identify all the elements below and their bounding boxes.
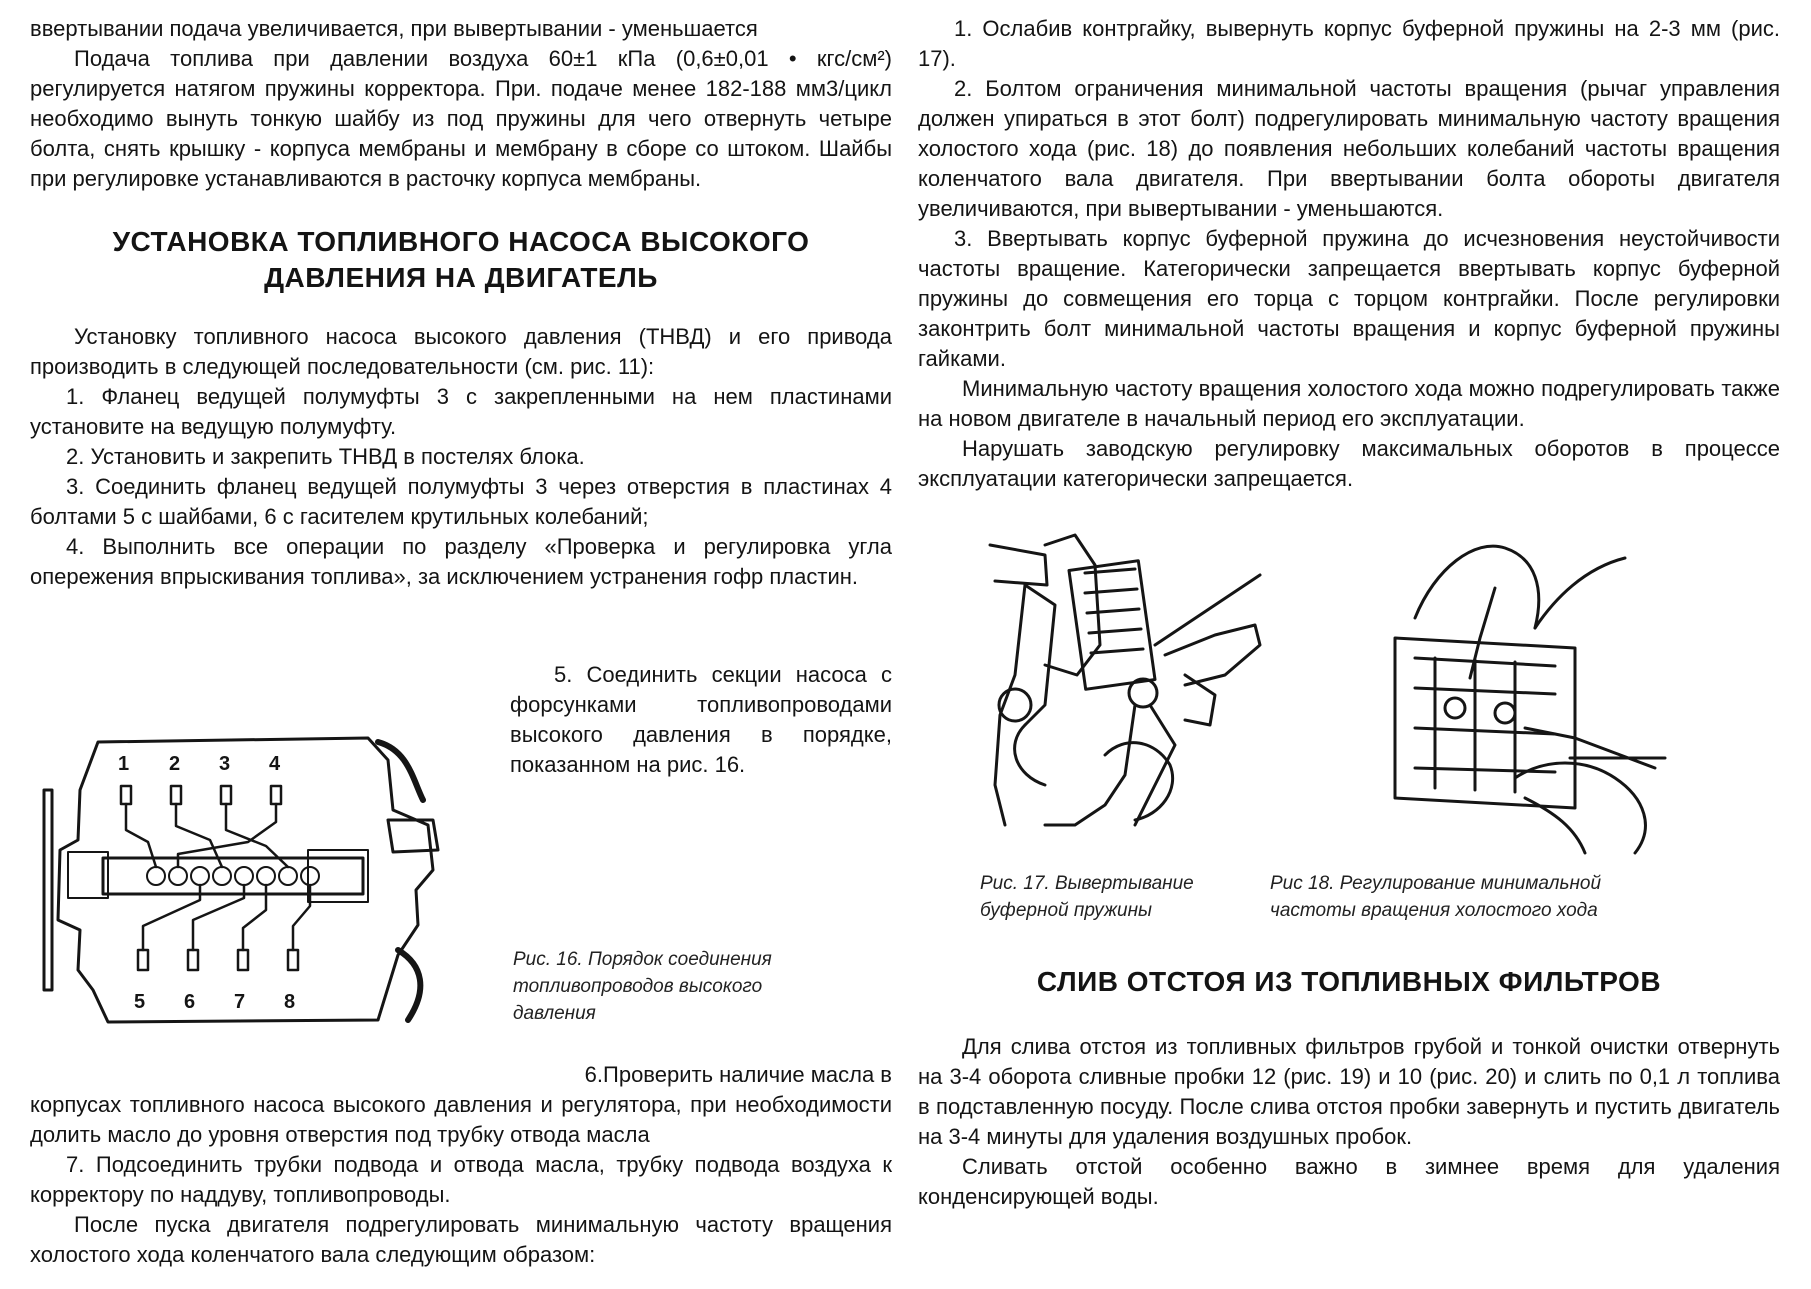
fig16-label-1: 1: [118, 753, 130, 775]
fig16-label-3: 3: [219, 753, 231, 775]
fig16-caption: Рис. 16. Порядок соединения топливопроводов высокого давления: [513, 949, 772, 1024]
right-lower-block: [918, 1032, 1780, 1212]
right-step-3: 3. Ввертывать корпус буферной пружина до исчезновения неустойчивости частоты вращение. Категорически запрещается ввертывать корпус буферной пружины до совмещения его торца с торцом контргайки. После регулировки законтрить болт минимальной частоты вращения и корпус буферной пружины гайками.: [918, 226, 1780, 371]
fig18-caption: Рис 18. Регулирование минимальной частоты вращения холостого хода: [1270, 873, 1602, 921]
fig16-label-8: 8: [284, 991, 296, 1013]
step-5-block: [510, 660, 892, 780]
section-heading-pump-installation: УСТАНОВКА ТОПЛИВНОГО НАСОСА ВЫСОКОГО ДАВЛЕНИЯ НА ДВИГАТЕЛЬ: [112, 226, 810, 293]
paragraph-drain-procedure: Для слива отстоя из топливных фильтров грубой и тонкой очистки отвернуть на 3-4 оборота сливные пробки 12 (рис. 19) и 10 (рис. 20) и слить по 0,1 л топлива в подставленную посуду. После слива отстоя пробки завернуть и пустить двигатель на 3-4 минуты для удаления воздушных пробок.: [918, 1034, 1780, 1149]
fig16-diagram: [38, 730, 478, 1040]
fig18-illustration: [1375, 528, 1675, 858]
right-step-1: 1. Ослабив контргайку, вывернуть корпус буферной пружины на 2-3 мм (рис. 17).: [918, 16, 1780, 71]
step-2: 2. Установить и закрепить ТНВД в постелях блока.: [66, 444, 585, 469]
fig17-illustration: [985, 525, 1265, 855]
fig17-caption: Рис. 17. Вывертывание буферной пружины: [980, 873, 1194, 921]
paragraph-feed-adjustment: Подача топлива при давлении воздуха 60±1 кПа (0,6±0,01 • кгс/см²) регулируется натягом пружины корректора. При. подаче менее 182-188 мм3/цикл необходимо вынуть тонкую шайбу из под пружины для чего отвернуть четыре болта, снять крышку - корпуса мембраны и мембрану в сборе со штоком. Шайбы при регулировке устанавливаются в расточку корпуса мембраны.: [30, 46, 892, 191]
fig16-label-5: 5: [134, 991, 146, 1013]
left-column: [30, 14, 892, 592]
left-lower-block: [30, 1060, 892, 1270]
paragraph-winter-note: Сливать отстой особенно важно в зимнее время для удаления конденсирующей воды.: [918, 1154, 1780, 1209]
step-5: 5. Соединить секции насоса с форсунками топливопроводами высокого давления в порядке, показанном на рис. 16.: [510, 662, 892, 777]
step-1: 1. Фланец ведущей полумуфты 3 с закрепленными на нем пластинами установите на ведущую полумуфту.: [30, 384, 892, 439]
step-7: 7. Подсоединить трубки подвода и отвода масла, трубку подвода воздуха к корректору по наддуву, топливопроводы.: [30, 1152, 892, 1207]
step-6-rest: корпусах топливного насоса высокого давления и регулятора, при необходимости долить масло до уровня отверстия под трубку отвода масла: [30, 1092, 892, 1147]
step-6-first-line: 6.Проверить наличие масла в: [584, 1062, 892, 1087]
fig16-label-6: 6: [184, 991, 196, 1013]
section-heading-fuel-filter-drain: СЛИВ ОТСТОЯ ИЗ ТОПЛИВНЫХ ФИЛЬТРОВ: [1036, 966, 1662, 997]
step-4: 4. Выполнить все операции по разделу «Проверка и регулировка угла опережения впрыскивания топлива», за исключением устранения гофр пластин.: [30, 534, 892, 589]
fig16-label-7: 7: [234, 991, 246, 1013]
paragraph-new-engine: Минимальную частоту вращения холостого хода можно подрегулировать также на новом двигателе в начальный период его эксплуатации.: [918, 376, 1780, 431]
paragraph-continuation: ввертывании подача увеличивается, при вывертывании - уменьшается: [30, 16, 758, 41]
paragraph-installation-intro: Установку топливного насоса высокого давления (ТНВД) и его привода производить в следующей последовательности (см. рис. 11):: [30, 324, 892, 379]
fig16-label-2: 2: [169, 753, 181, 775]
paragraph-max-rpm-warning: Нарушать заводскую регулировку максимальных оборотов в процессе эксплуатации категорически запрещается.: [918, 436, 1780, 491]
right-step-2: 2. Болтом ограничения минимальной частоты вращения (рычаг управления должен упираться в этот болт) подрегулировать минимальную частоту вращения холостого хода (рис. 18) до появления небольших колебаний частоты вращения коленчатого вала двигателя. При ввертывании болта обороты двигателя увеличиваются, при вывертывании - уменьшаются.: [918, 76, 1780, 221]
fig16-label-4: 4: [269, 753, 281, 775]
step-3: 3. Соединить фланец ведущей полумуфты 3 через отверстия в пластинах 4 болтами 5 с шайбами, 6 с гасителем крутильных колебаний;: [30, 474, 892, 529]
right-column: [918, 14, 1780, 494]
paragraph-after-start: После пуска двигателя подрегулировать минимальную частоту вращения холостого хода коленчатого вала следующим образом:: [30, 1212, 892, 1267]
